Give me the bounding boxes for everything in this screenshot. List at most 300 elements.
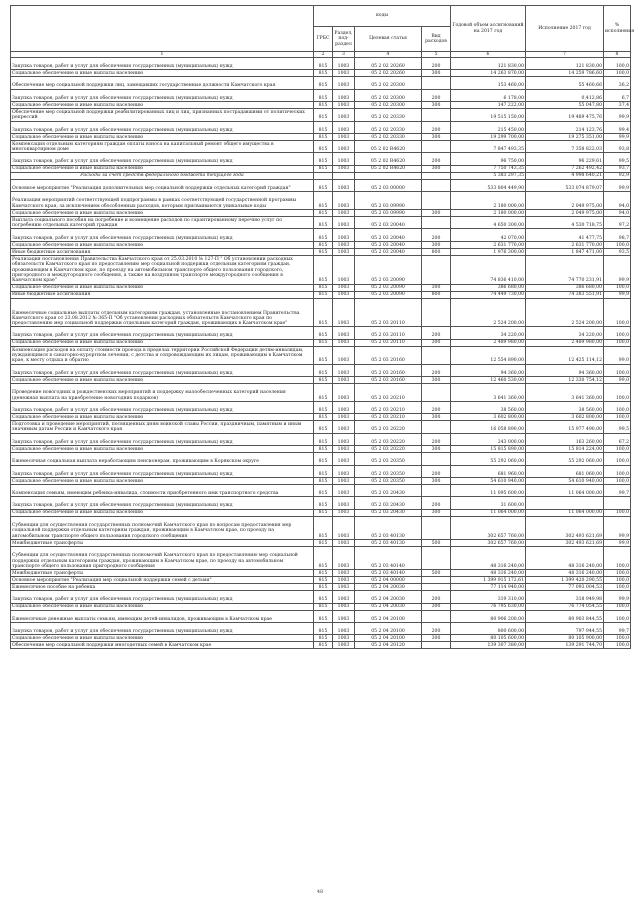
row-execution: 48 316 240,00: [526, 570, 604, 577]
row-annual: 34 220,00: [451, 327, 526, 339]
row-section: 1003: [333, 465, 355, 477]
row-name: Социальное обеспечение и иные выплаты населению: [11, 70, 314, 77]
column-number: 8: [604, 52, 631, 58]
row-grbs: 815: [314, 591, 333, 603]
row-annual: 215 450,00: [451, 121, 526, 133]
row-annual: 319 310,00: [451, 591, 526, 603]
row-section: 1003: [333, 623, 355, 635]
row-section: 1003: [333, 210, 355, 217]
row-percent: 99,7: [604, 484, 631, 496]
table-row: [11, 284, 631, 291]
table-row: [11, 210, 631, 217]
row-target: 05 2 03 20110: [355, 339, 422, 346]
row-section: 1003: [333, 121, 355, 133]
header-execution: Исполнение 2017 год: [526, 6, 604, 52]
row-percent: 100,0: [604, 477, 631, 484]
table-row: [11, 339, 631, 346]
row-name: Подготовка и проведение мероприятий, посвященных дням воинской славы России, праздничным, памятным и иным значимым датам России и Камчатского края: [11, 421, 314, 433]
row-target: 05 2 03 09990: [355, 192, 422, 210]
table-row: [11, 172, 631, 179]
row-section: 1003: [333, 642, 355, 649]
row-grbs: 815: [314, 77, 333, 89]
row-grbs: 815: [314, 570, 333, 577]
row-name: Иные бюджетные ассигнования: [11, 248, 314, 255]
row-percent: 100,0: [604, 284, 631, 291]
row-percent: [604, 497, 631, 509]
row-target: 05 2 03 20090: [355, 284, 422, 291]
row-section: 1003: [333, 298, 355, 327]
row-name: Социальное обеспечение и иные выплаты населению: [11, 477, 314, 484]
row-execution: 11 064 000,00: [526, 484, 604, 496]
table-row: [11, 298, 631, 327]
row-execution: 41 477,75: [526, 229, 604, 241]
table-row: [11, 153, 631, 165]
row-percent: 100,0: [604, 584, 631, 591]
row-target: 05 2 02 20300: [355, 89, 422, 101]
row-kind: [422, 516, 451, 539]
row-section: 1003: [333, 327, 355, 339]
row-grbs: 815: [314, 497, 333, 509]
row-annual: 12 554 890,00: [451, 346, 526, 364]
row-name: Субвенции для осуществления государственных полномочий Камчатского края по вопросам предоставления мер социальной поддержки отдельным категориям граждан, проживающим в Камчатском крае, по проезду на автомобильном транспорте общего пользования городского сообщения: [11, 516, 314, 539]
row-grbs: 815: [314, 384, 333, 402]
row-annual: 681 960,00: [451, 465, 526, 477]
row-execution: 12 330 754,12: [526, 377, 604, 384]
row-grbs: 815: [314, 133, 333, 140]
row-grbs: 815: [314, 546, 333, 569]
row-target: 05 2 02 20330: [355, 133, 422, 140]
row-annual: 147 222,00: [451, 102, 526, 109]
row-execution: 386 680,00: [526, 284, 604, 291]
row-execution: 214 123,76: [526, 121, 604, 133]
row-name: Закупка товаров, работ и услуг для обеспечения государственных (муниципальных) нужд: [11, 433, 314, 445]
row-kind: 300: [422, 509, 451, 516]
row-kind: 300: [422, 477, 451, 484]
table-row: [11, 433, 631, 445]
row-percent: 94,0: [604, 192, 631, 210]
header-annual: Годовой объем ассигнований на 2017 год: [451, 6, 526, 52]
row-target: 05 2 03 20350: [355, 477, 422, 484]
row-grbs: 815: [314, 153, 333, 165]
row-execution: 302 493 621,69: [526, 539, 604, 546]
row-annual: 94 360,00: [451, 364, 526, 376]
row-percent: 100,0: [604, 446, 631, 453]
table-row: [11, 516, 631, 539]
row-execution: 48 316 240,00: [526, 546, 604, 569]
row-section: 1003: [333, 165, 355, 172]
row-kind: [422, 384, 451, 402]
row-percent: 100,0: [604, 610, 631, 622]
row-kind: 500: [422, 539, 451, 546]
row-grbs: 815: [314, 217, 333, 229]
row-target: 05 2 04 20100: [355, 610, 422, 622]
row-execution: 38 560,00: [526, 401, 604, 413]
row-execution: 4 530 718,75: [526, 217, 604, 229]
row-target: 05 2 02 20330: [355, 109, 422, 121]
row-name: Социальное обеспечение и иные выплаты населению: [11, 284, 314, 291]
row-execution: 77 093 004,53: [526, 584, 604, 591]
row-grbs: 815: [314, 453, 333, 465]
row-execution: 139 291 744,70: [526, 642, 604, 649]
row-percent: 99,0: [604, 377, 631, 384]
row-name: Расходы за счет средств федерального бюджета текущего года: [11, 172, 314, 179]
row-section: 1003: [333, 229, 355, 241]
row-section: 1003: [333, 241, 355, 248]
row-execution: 80 903 844,55: [526, 610, 604, 622]
table-row: [11, 346, 631, 364]
row-execution: 3 602 800,00: [526, 414, 604, 421]
row-annual: 2 524 200,00: [451, 298, 526, 327]
row-percent: 100,0: [604, 570, 631, 577]
row-grbs: 815: [314, 298, 333, 327]
table-row: [11, 109, 631, 121]
row-percent: 92,9: [604, 172, 631, 179]
row-name: Закупка товаров, работ и услуг для обеспечения государственных (муниципальных) нужд: [11, 623, 314, 635]
row-kind: 300: [422, 603, 451, 610]
row-section: 1003: [333, 591, 355, 603]
row-kind: 200: [422, 229, 451, 241]
row-execution: 121 830,00: [526, 58, 604, 70]
row-annual: 7 750 743,35: [451, 165, 526, 172]
row-section: 1003: [333, 217, 355, 229]
row-annual: 800 600,00: [451, 623, 526, 635]
row-kind: 200: [422, 364, 451, 376]
row-target: 05 2 03 20210: [355, 401, 422, 413]
row-section: 1003: [333, 453, 355, 465]
row-target: 05 2 03 20040: [355, 241, 422, 248]
row-target: 05 2 03 20040: [355, 217, 422, 229]
row-execution: 2 049 975,00: [526, 210, 604, 217]
row-target: 05 2 03 20220: [355, 421, 422, 433]
row-section: 1003: [333, 153, 355, 165]
table-row: [11, 89, 631, 101]
row-name: Компенсация семьям, имеющим ребенка-инвалида, стоимости приобретенного ими транспортного средства: [11, 484, 314, 496]
row-annual: 153 460,00: [451, 77, 526, 89]
row-grbs: 815: [314, 414, 333, 421]
table-row: [11, 477, 631, 484]
row-execution: 54 610 940,00: [526, 477, 604, 484]
row-annual: 77 114 940,00: [451, 584, 526, 591]
row-name: Социальное обеспечение и иные выплаты населению: [11, 339, 314, 346]
table-row: [11, 610, 631, 622]
row-target: 05 2 03 20090: [355, 255, 422, 284]
row-section: 1003: [333, 284, 355, 291]
row-section: 1003: [333, 401, 355, 413]
row-annual: 31 600,00: [451, 497, 526, 509]
row-grbs: 815: [314, 509, 333, 516]
row-annual: 80 105 600,00: [451, 635, 526, 642]
table-row: [11, 453, 631, 465]
row-annual: 302 657 760,00: [451, 539, 526, 546]
row-annual: 533 804 449,90: [451, 179, 526, 191]
row-name: Ежемесячные денежные выплаты семьям, имеющим детей-инвалидов, проживающим в Камчатском крае: [11, 610, 314, 622]
row-target: [355, 172, 422, 179]
table-row: [11, 584, 631, 591]
row-percent: 67,2: [604, 433, 631, 445]
row-grbs: 815: [314, 446, 333, 453]
table-row: [11, 546, 631, 569]
row-name: Иные бюджетные ассигнования: [11, 291, 314, 298]
row-annual: 74 836 410,00: [451, 255, 526, 284]
row-percent: 100,0: [604, 546, 631, 569]
row-grbs: 815: [314, 401, 333, 413]
row-percent: 100,0: [604, 70, 631, 77]
row-name: Закупка товаров, работ и услуг для обеспечения государственных (муниципальных) нужд: [11, 121, 314, 133]
row-annual: 386 680,00: [451, 284, 526, 291]
row-execution: 1 399 420 290,55: [526, 577, 604, 584]
row-name: Закупка товаров, работ и услуг для обеспечения государственных (муниципальных) нужд: [11, 58, 314, 70]
row-annual: 16 058 890,00: [451, 421, 526, 433]
row-kind: [422, 610, 451, 622]
row-grbs: 815: [314, 484, 333, 496]
row-target: 05 2 03 20040: [355, 248, 422, 255]
row-annual: 19 299 700,00: [451, 133, 526, 140]
row-name: Межбюджетные трансферты: [11, 539, 314, 546]
row-name: Социальное обеспечение и иные выплаты населению: [11, 446, 314, 453]
row-kind: 300: [422, 70, 451, 77]
row-section: 1003: [333, 603, 355, 610]
row-kind: [422, 642, 451, 649]
row-name: Закупка товаров, работ и услуг для обеспечения государственных (муниципальных) нужд: [11, 591, 314, 603]
table-row: [11, 414, 631, 421]
row-execution: 74 383 551,91: [526, 291, 604, 298]
row-annual: 302 657 760,00: [451, 516, 526, 539]
row-section: 1003: [333, 89, 355, 101]
row-execution: 302 493 621,69: [526, 516, 604, 539]
column-number: 3: [333, 52, 355, 58]
row-target: 05 2 04 00000: [355, 577, 422, 584]
row-target: 05 2 03 20160: [355, 346, 422, 364]
row-name: Социальное обеспечение и иные выплаты населению: [11, 133, 314, 140]
row-annual: 80 906 200,00: [451, 610, 526, 622]
table-row: [11, 484, 631, 496]
row-name: Реализация постановления Правительства Камчатского края от 25.03.2010 № 127-П " Об установлении расходных обязательств Камчатского края по предоставлению мер социальной поддержки отдельным категориям граждан, проживающим в Камчатском крае, по проезду на автомобильном транспорте общего пользования городского, пригородного и междугородного сообщения, а также на воздушном транспорте междугородного сообщения в Камчатском крае": [11, 255, 314, 284]
row-grbs: 815: [314, 433, 333, 445]
row-grbs: 815: [314, 642, 333, 649]
row-section: 1003: [333, 364, 355, 376]
row-percent: 99,5: [604, 153, 631, 165]
row-kind: 200: [422, 89, 451, 101]
row-kind: [422, 346, 451, 364]
table-body: [11, 58, 631, 649]
row-section: [333, 172, 355, 179]
row-percent: 97,2: [604, 217, 631, 229]
row-annual: 4 650 300,00: [451, 217, 526, 229]
row-target: 05 2 03 20210: [355, 414, 422, 421]
row-section: 1003: [333, 192, 355, 210]
row-section: 1003: [333, 577, 355, 584]
row-section: 1003: [333, 377, 355, 384]
table-row: [11, 77, 631, 89]
row-kind: 300: [422, 446, 451, 453]
row-kind: 200: [422, 401, 451, 413]
row-target: 05 2 02 20260: [355, 58, 422, 70]
row-target: 05 2 04 20100: [355, 623, 422, 635]
row-target: 05 2 02 20300: [355, 102, 422, 109]
row-annual: 2 489 980,00: [451, 339, 526, 346]
row-grbs: 815: [314, 229, 333, 241]
row-kind: 300: [422, 377, 451, 384]
row-target: 05 2 04 20120: [355, 642, 422, 649]
row-percent: 99,4: [604, 121, 631, 133]
row-section: 1003: [333, 133, 355, 140]
row-section: 1003: [333, 58, 355, 70]
row-kind: [422, 255, 451, 284]
row-target: 05 2 03 20160: [355, 377, 422, 384]
row-percent: 100,0: [604, 58, 631, 70]
row-target: 05 2 03 20430: [355, 497, 422, 509]
row-kind: 200: [422, 153, 451, 165]
row-annual: 15 815 890,00: [451, 446, 526, 453]
row-grbs: 815: [314, 623, 333, 635]
row-annual: 2 180 000,00: [451, 210, 526, 217]
row-section: 1003: [333, 384, 355, 402]
row-percent: 99,9: [604, 255, 631, 284]
row-execution: 15 977 490,00: [526, 421, 604, 433]
row-execution: 2 489 980,00: [526, 339, 604, 346]
header-name: [11, 6, 314, 52]
table-row: [11, 635, 631, 642]
row-annual: 2 631 770,00: [451, 241, 526, 248]
table-row: [11, 364, 631, 376]
row-name: Социальное обеспечение и иные выплаты населению: [11, 603, 314, 610]
row-name: Обеспечение мер социальной поддержки лиц, замещавших государственные должности Камчатского края: [11, 77, 314, 89]
row-execution: 74 770 231,91: [526, 255, 604, 284]
row-annual: 1 399 915 172,61: [451, 577, 526, 584]
row-grbs: 815: [314, 165, 333, 172]
row-execution: 163 260,00: [526, 433, 604, 445]
row-section: 1003: [333, 584, 355, 591]
column-number: 7: [526, 52, 604, 58]
row-grbs: 815: [314, 58, 333, 70]
row-target: 05 2 04 20030: [355, 603, 422, 610]
row-grbs: 815: [314, 577, 333, 584]
row-target: 05 2 02 R4620: [355, 165, 422, 172]
row-kind: [422, 453, 451, 465]
row-name: Межбюджетные трансферты: [11, 570, 314, 577]
row-name: Выплата социального пособия на погребение и возмещение расходов по гарантированному перечню услуг по погребению отдельных категорий граждан: [11, 217, 314, 229]
row-name: Реализация мероприятий соответствующей подпрограммы в рамках соответствующей государственной программы Камчатского края, за исключением обособленных расходов, которым присваиваются уникальные коды: [11, 192, 314, 210]
table-row: [11, 384, 631, 402]
table-row: [11, 497, 631, 509]
row-annual: 5 383 297,35: [451, 172, 526, 179]
row-grbs: 815: [314, 339, 333, 346]
row-kind: 200: [422, 465, 451, 477]
row-grbs: 815: [314, 477, 333, 484]
row-execution: 34 220,00: [526, 327, 604, 339]
row-kind: 800: [422, 248, 451, 255]
table-row: [11, 642, 631, 649]
row-name: Основное мероприятие "Реализация мер социальной поддержки семей с детьми": [11, 577, 314, 584]
row-name: Социальное обеспечение и иные выплаты населению: [11, 635, 314, 642]
row-execution: 55 460,66: [526, 77, 604, 89]
row-name: Закупка товаров, работ и услуг для обеспечения государственных (муниципальных) нужд: [11, 229, 314, 241]
table-row: [11, 291, 631, 298]
row-name: Ежемесячные социальные выплаты отдельным категориям граждан, установленные постановлением Правительства Камчатского края от 23.08.2012 № 365-П "Об установлении расходных обязательств Камчатского края по предоставлению мер социальной поддержки отдельным категорий граждан, проживающих в Камчатском крае": [11, 298, 314, 327]
row-section: 1003: [333, 497, 355, 509]
row-name: Ежемесячная социальная выплата неработающим пенсионерам, проживающим в Корякском округе: [11, 453, 314, 465]
corner-mark: ˈ: [12, 5, 14, 12]
row-section: 1003: [333, 339, 355, 346]
row-execution: 681 060,00: [526, 465, 604, 477]
row-percent: 99,9: [604, 133, 631, 140]
row-section: 1003: [333, 291, 355, 298]
row-name: Закупка товаров, работ и услуг для обеспечения государственных (муниципальных) нужд: [11, 364, 314, 376]
row-section: 1003: [333, 255, 355, 284]
row-annual: 1 976 300,00: [451, 248, 526, 255]
row-grbs: 815: [314, 89, 333, 101]
row-percent: 93,5: [604, 248, 631, 255]
row-grbs: 815: [314, 210, 333, 217]
row-annual: 7 847 493,35: [451, 140, 526, 152]
row-section: 1003: [333, 446, 355, 453]
row-target: 05 2 03 20220: [355, 433, 422, 445]
row-kind: 200: [422, 433, 451, 445]
row-percent: 100,0: [604, 414, 631, 421]
row-grbs: 815: [314, 421, 333, 433]
row-percent: 99,9: [604, 516, 631, 539]
row-target: 05 2 03 20110: [355, 327, 422, 339]
header-grbs: ГРБС: [314, 27, 333, 52]
row-percent: 94,0: [604, 210, 631, 217]
row-grbs: 815: [314, 346, 333, 364]
row-execution: 11 064 000,00: [526, 509, 604, 516]
row-kind: 300: [422, 414, 451, 421]
row-grbs: 815: [314, 291, 333, 298]
row-execution: 2 049 975,00: [526, 192, 604, 210]
row-kind: [422, 217, 451, 229]
row-grbs: 815: [314, 635, 333, 642]
row-kind: [422, 179, 451, 191]
row-percent: 99,5: [604, 421, 631, 433]
row-percent: 100,0: [604, 327, 631, 339]
table-row: [11, 465, 631, 477]
row-grbs: 815: [314, 248, 333, 255]
row-target: 05 2 04 20100: [355, 635, 422, 642]
table-row: [11, 327, 631, 339]
row-grbs: 815: [314, 70, 333, 77]
row-name: Закупка товаров, работ и услуг для обеспечения государственных (муниципальных) нужд: [11, 153, 314, 165]
page-number: 48: [316, 889, 324, 895]
row-section: 1003: [333, 509, 355, 516]
row-percent: 99,0: [604, 346, 631, 364]
row-execution: 55 292 060,00: [526, 453, 604, 465]
row-annual: 38 560,00: [451, 401, 526, 413]
row-annual: 19 515 150,00: [451, 109, 526, 121]
row-target: 05 2 03 20090: [355, 291, 422, 298]
row-section: 1003: [333, 610, 355, 622]
table-row: [11, 70, 631, 77]
row-annual: 11 064 000,00: [451, 509, 526, 516]
row-name: Обеспечение мер социальной поддержки реабилитированных лиц и лиц, признанных пострадавшими от политических репрессий: [11, 109, 314, 121]
row-execution: 19 489 475,76: [526, 109, 604, 121]
row-grbs: 815: [314, 610, 333, 622]
row-execution: 318 949,98: [526, 591, 604, 603]
row-grbs: 815: [314, 377, 333, 384]
header-percent: % исполнения: [604, 6, 631, 52]
row-percent: 100,0: [604, 635, 631, 642]
row-kind: 300: [422, 165, 451, 172]
row-section: 1003: [333, 179, 355, 191]
table-row: [11, 623, 631, 635]
row-percent: 99,9: [604, 109, 631, 121]
table-row: [11, 603, 631, 610]
row-percent: 100,0: [604, 509, 631, 516]
row-grbs: 815: [314, 539, 333, 546]
row-execution: [526, 497, 604, 509]
row-kind: [422, 546, 451, 569]
row-target: 05 2 02 20300: [355, 77, 422, 89]
